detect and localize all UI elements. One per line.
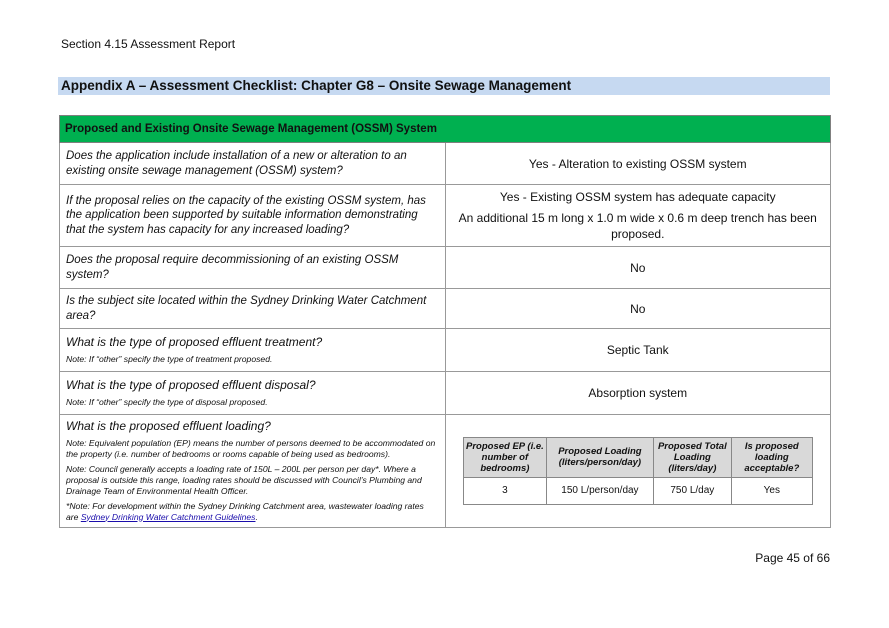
table-row <box>60 247 831 289</box>
question-cell: Is the subject site located within the Sydney Drinking Water Catchment area? <box>60 289 446 329</box>
question-cell: Does the application include installation of a new or alteration to an existing onsite sewage management (OSSM) system? <box>60 143 446 185</box>
page-number: Page 45 of 66 <box>755 551 830 565</box>
footnote-suffix: . <box>255 511 258 522</box>
question-note: Note: Equivalent population (EP) means the number of persons deemed to be accommodated on the property (i.e. number of bedrooms or rooms capable of being used as bedrooms). <box>66 437 436 459</box>
table-row <box>60 372 831 415</box>
table-row <box>60 415 831 528</box>
answer-text: No <box>630 301 646 316</box>
section-header-row <box>60 116 831 143</box>
answer-text: Septic Tank <box>606 343 669 357</box>
question-cell <box>60 372 446 415</box>
answer-cell <box>445 185 831 247</box>
answer-text: No <box>630 260 646 275</box>
loading-table-row <box>463 477 812 504</box>
answer-text: Yes - Existing OSSM system has adequate capacity <box>499 190 776 204</box>
question-text: What is the proposed effluent loading? <box>66 419 271 433</box>
value-acceptable: Yes <box>731 477 812 504</box>
appendix-title: Appendix A – Assessment Checklist: Chapter G8 – Onsite Sewage Management <box>58 77 830 95</box>
footnote <box>66 501 439 523</box>
answer-cell <box>445 289 831 329</box>
question-cell: Does the proposal require decommissioning of an existing OSSM system? <box>60 247 446 289</box>
header-acceptable: Is proposed loading acceptable? <box>731 437 812 477</box>
header-proposed-loading: Proposed Loading (liters/person/day) <box>547 437 654 477</box>
header-total-loading: Proposed Total Loading (liters/day) <box>653 437 731 477</box>
value-total-loading: 750 L/day <box>653 477 731 504</box>
answer-cell <box>445 247 831 289</box>
header-proposed-ep: Proposed EP (i.e. number of bedrooms) <box>463 437 546 477</box>
answer-cell <box>445 329 831 372</box>
question-cell: If the proposal relies on the capacity of the existing OSSM system, has the application been supported by suitable information demonstrating that the system has capacity for any increased loading? <box>60 185 446 247</box>
ossm-checklist-table <box>59 115 831 528</box>
question-cell <box>60 329 446 372</box>
value-proposed-loading: 150 L/person/day <box>547 477 654 504</box>
answer-detail: An additional 15 m long x 1.0 m wide x 0.6 m deep trench has been proposed. <box>458 211 817 241</box>
table-row <box>60 143 831 185</box>
question-note: Note: If “other” specify the type of disposal proposed. <box>66 396 268 407</box>
question-text: What is the type of proposed effluent disposal? <box>66 378 316 393</box>
section-header: Proposed and Existing Onsite Sewage Management (OSSM) System <box>60 116 831 143</box>
question-note: Note: Council generally accepts a loading rate of 150L – 200L per person per day*. Where a proposal is outside this range, loading rates should be discussed with Council’s Plumbing and Drainage Team of Environmental Health Officer. <box>66 463 422 496</box>
question-note: Note: If “other” specify the type of treatment proposed. <box>66 353 273 364</box>
answer-cell <box>445 415 831 528</box>
footnote-text: *Note: For development within the Sydney Drinking Catchment area, wastewater loading rates are <box>66 500 424 522</box>
answer-cell <box>445 143 831 185</box>
question-cell <box>60 415 446 528</box>
answer-text: Yes - Alteration to existing OSSM system <box>528 156 747 171</box>
question-text: What is the type of proposed effluent treatment? <box>66 335 323 350</box>
table-row <box>60 185 831 247</box>
loading-table-header <box>463 437 812 477</box>
table-row <box>60 329 831 372</box>
answer-text: Absorption system <box>588 386 688 400</box>
guidelines-link[interactable]: Sydney Drinking Water Catchment Guidelines <box>80 511 256 522</box>
answer-cell <box>445 372 831 415</box>
value-proposed-ep: 3 <box>463 477 546 504</box>
loading-table <box>463 437 813 505</box>
running-header: Section 4.15 Assessment Report <box>61 37 236 51</box>
table-row <box>60 289 831 329</box>
